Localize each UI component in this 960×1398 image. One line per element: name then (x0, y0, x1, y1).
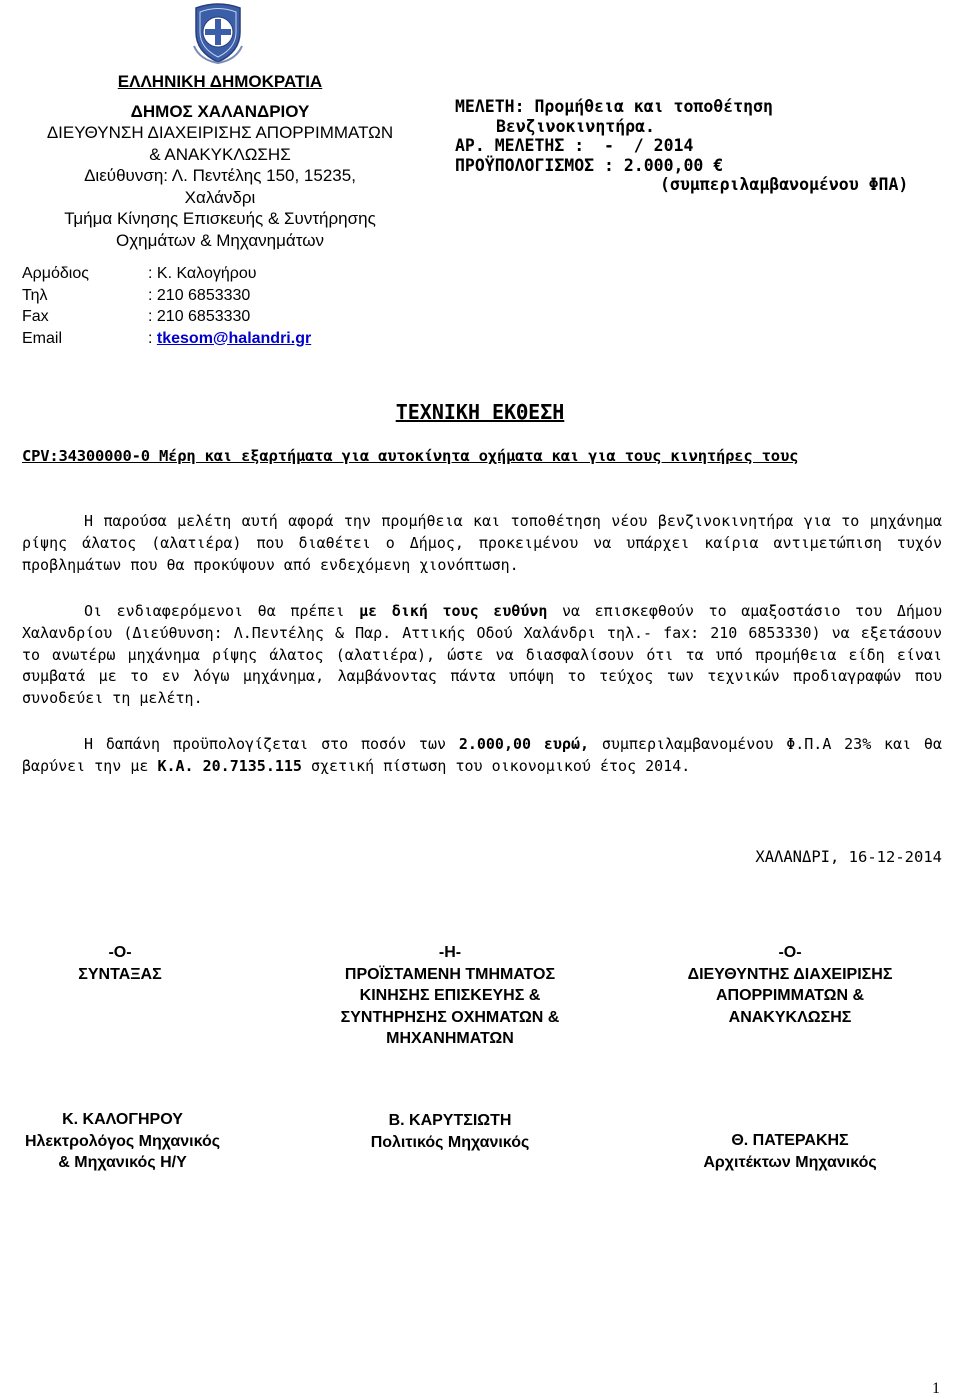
signature-middle-signer (330, 1110, 570, 1153)
signature-left-name: Κ. ΚΑΛΟΓΗΡΟΥ (62, 1111, 183, 1128)
budget-amount: 2.000,00 ευρώ, (458, 735, 590, 753)
study-number: ΑΡ. ΜΕΛΕΤΗΣ : - / 2014 (455, 136, 694, 155)
signature-right (650, 942, 930, 1028)
signature-middle-role3: ΣΥΝΤΗΡΗΣΗΣ ΟΧΗΜΑΤΩΝ & (340, 1008, 560, 1026)
directorate-line2: & ΑΝΑΚΥΚΛΩΣΗΣ (149, 144, 291, 164)
paragraph-2 (22, 601, 942, 710)
republic-heading: ΕΛΛΗΝΙΚΗ ΔΗΜΟΚΡΑΤΙΑ (117, 72, 323, 91)
signature-middle-role4: ΜΗΧΑΝΗΜΑΤΩΝ (386, 1030, 514, 1047)
study-title-line2: Βενζινοκινητήρα. (496, 116, 655, 136)
signature-right-name: Θ. ΠΑΤΕΡΑΚΗΣ (731, 1132, 849, 1149)
study-header (455, 97, 960, 195)
signature-right-role2: ΑΠΟΡΡΙΜΜΑΤΩΝ & (715, 987, 865, 1004)
fax-label: Fax (22, 308, 49, 325)
email-prefix: : (148, 329, 157, 347)
budget-line: ΠΡΟΫΠΟΛΟΓΙΣΜΟΣ : 2.000,00 € (455, 155, 724, 175)
department-line2: Οχημάτων & Μηχανημάτων (116, 230, 324, 250)
paragraph-2-bold: με δική τους ευθύνη (359, 602, 548, 620)
paragraph-3-part2: συμπεριλαμβανομένου Φ.Π.Α 23% και θα βαρύνει την με (22, 735, 942, 775)
document-date: ΧΑΛΑΝΔΡΙ, 16-12-2014 (755, 848, 942, 866)
paragraph-3-part1: Η δαπάνη προϋπολογίζεται στο ποσόν των (84, 735, 459, 753)
contact-block (22, 263, 311, 349)
signature-right-signer (660, 1130, 920, 1173)
document-title: ΤΕΧΝΙΚΗ ΕΚΘΕΣΗ (395, 400, 565, 424)
signature-left-signer (0, 1109, 245, 1174)
fax-value: : 210 6853330 (148, 308, 251, 325)
paragraph-1-text: Η παρούσα μελέτη αυτή αφορά την προμήθεια και τοποθέτηση νέου βενζινοκινητήρα για το μηχάνημα ρίψης άλατος (αλατιέρα) που διαθέτει ο Δήμος, προκειμένου να υπάρχει καίρια αντιμετώπιση τυχόν προβλημάτων που θα προκύψουν από ενδεχόμενη χιονόπτωση. (22, 512, 942, 574)
paragraph-3-part3: σχετική πίστωση του οικονομικού έτος 2014. (301, 756, 691, 775)
signature-right-mark: -Ο- (778, 944, 802, 961)
signature-middle-role1: ΠΡΟΪΣΤΑΜΕΝΗ ΤΜΗΜΑΤΟΣ (344, 965, 556, 983)
address-line2: Χαλάνδρι (184, 187, 256, 207)
department-line1: Τμήμα Κίνησης Επισκευής & Συντήρησης (64, 209, 376, 228)
signature-middle-role2: ΚΙΝΗΣΗΣ ΕΠΙΣΚΕΥΗΣ & (359, 987, 541, 1004)
paragraph-1 (22, 511, 942, 576)
greek-coat-of-arms-icon (190, 2, 246, 64)
vat-note: (συμπεριλαμβανομένου ΦΠΑ) (660, 175, 909, 194)
signature-middle-name: Β. ΚΑΡΥΤΣΙΩΤΗ (388, 1112, 512, 1129)
signature-left-role: ΣΥΝΤΑΞΑΣ (78, 965, 162, 983)
left-header (20, 71, 420, 251)
signature-left-mark: -Ο- (108, 944, 132, 961)
address-line1: Διεύθυνση: Λ. Πεντέλης 150, 15235, (84, 166, 356, 185)
signature-middle-title1: Πολιτικός Μηχανικός (370, 1133, 530, 1151)
directorate-line1: ΔΙΕΥΘΥΝΣΗ ΔΙΑΧΕΙΡΙΣΗΣ ΑΠΟΡΡΙΜΜΑΤΩΝ (46, 123, 394, 142)
paragraph-3 (22, 734, 942, 778)
paragraph-2-part2: να επισκεφθούν το αμαξοστάσιο του Δήμου Χαλανδρίου (Διεύθυνση: Λ.Πεντέλης & Παρ. Αττικής Οδού Χαλάνδρι τηλ.- fax: 210 6853330) να εξετάσουν το ανωτέρω μηχάνημα ρίψης άλατος (αλατιέρα), ώστε να διασφαλίσουν ότι τα υπό προμήθεια είδη είναι συμβατά με το εν λόγω μηχάνημα, λαμβάνοντας πάντα υπόψη το τεύχος των τεχνικών προδιαγραφών που συνοδεύει τη μελέτη. (22, 602, 942, 708)
cpv-code: CPV:34300000-0 Μέρη και εξαρτήματα για αυτοκίνητα οχήματα και για τους κινητήρες τους (22, 447, 799, 465)
signature-middle (310, 942, 590, 1050)
signature-left (20, 942, 220, 985)
study-title-line1: ΜΕΛΕΤΗ: Προμήθεια και τοποθέτηση (455, 97, 773, 116)
signature-right-role3: ΑΝΑΚΥΚΛΩΣΗΣ (728, 1008, 852, 1026)
signature-right-title1: Αρχιτέκτων Μηχανικός (703, 1153, 877, 1171)
budget-code: Κ.Α. 20.7135.115 (157, 756, 302, 775)
signature-left-title2: & Μηχανικός Η/Υ (58, 1154, 187, 1171)
municipality-name: ΔΗΜΟΣ ΧΑΛΑΝΔΡΙΟΥ (130, 101, 310, 121)
email-label: Email (22, 329, 63, 347)
signature-right-role1: ΔΙΕΥΘΥΝΤΗΣ ΔΙΑΧΕΙΡΙΣΗΣ (687, 965, 893, 983)
signature-middle-mark: -Η- (438, 944, 462, 961)
page-number: 1 (932, 1380, 940, 1397)
email-link[interactable]: tkesom@halandri.gr (156, 329, 312, 347)
phone-value: : 210 6853330 (148, 286, 251, 304)
responsible-label: Αρμόδιος (22, 265, 89, 282)
responsible-value: : Κ. Καλογήρου (148, 265, 257, 282)
paragraph-2-part1: Οι ενδιαφερόμενοι θα πρέπει (84, 602, 360, 620)
signature-left-title1: Ηλεκτρολόγος Μηχανικός (24, 1132, 221, 1150)
phone-label: Τηλ (22, 286, 48, 304)
